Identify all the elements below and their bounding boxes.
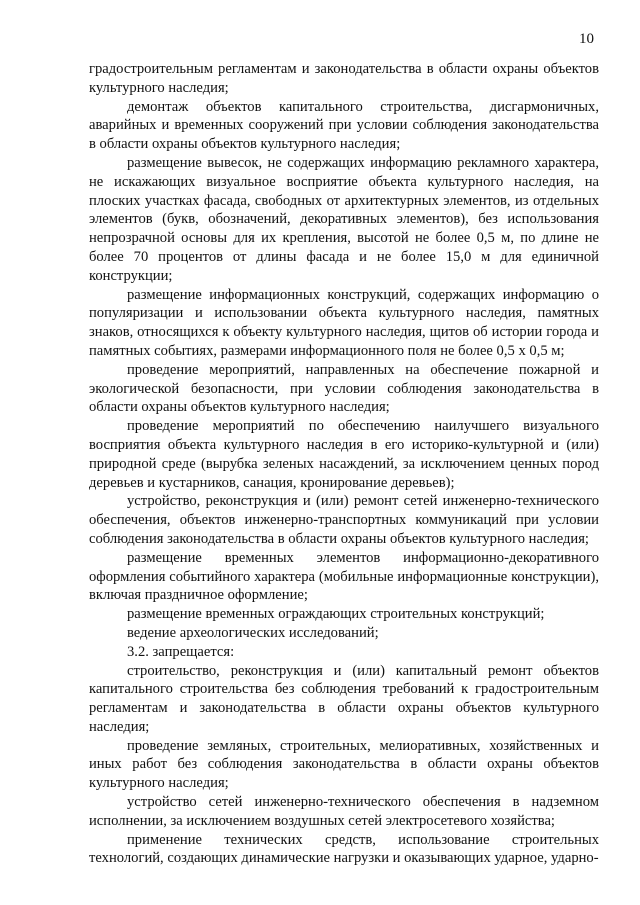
- paragraph-fire-safety: проведение мероприятий, направленных на обеспечение пожарной и экологической безопасности, при условии соблюдения законодательства в области охраны объектов культурного наследия;: [89, 361, 599, 416]
- paragraph-info-structures: размещение информационных конструкций, содержащих информацию о популяризации и использовании объекта культурного наследия, памятных знаков, относящихся к объекту культурного наследия, щитов об истории города и памятных событиях, размерами информационного поля не более 0,5 х 0,5 м;: [89, 286, 599, 359]
- paragraph-technical-means: применение технических средств, использование строительных технологий, создающих динамические нагрузки и оказывающих ударное, ударно-: [89, 831, 599, 867]
- paragraph-construction-prohibited: строительство, реконструкция и (или) капитальный ремонт объектов капитального строительства без соблюдения требований к градостроительным регламентам и законодательства в области охраны объектов культурного наследия;: [89, 662, 599, 735]
- paragraph-temporary-fencing: размещение временных ограждающих строительных конструкций;: [127, 606, 545, 623]
- page-number: 10: [579, 31, 594, 47]
- paragraph-temporary-decor: размещение временных элементов информационно-декоративного оформления событийного характера (мобильные информационные конструкции), включая праздничное оформление;: [89, 549, 599, 604]
- paragraph-overhead-networks: устройство сетей инженерно-технического обеспечения в надземном исполнении, за исключением воздушных сетей электросетевого хозяйства;: [89, 794, 599, 829]
- paragraph-visual-perception: проведение мероприятий по обеспечению наилучшего визуального восприятия объекта культурного наследия в его историко-культурной и (или) природной среде (вырубка зеленых насаждений, за исключением ценных пород деревьев и кустарников, санация, кронирование деревьев);: [89, 418, 599, 491]
- paragraph-earthworks-prohibited: проведение земляных, строительных, мелиоративных, хозяйственных и иных работ без соблюдения законодательства в области охраны объектов культурного наследия;: [89, 737, 599, 792]
- paragraph-continuation: градостроительным регламентам и законодательства в области охраны объектов культурного наследия;: [89, 61, 599, 96]
- paragraph-demolition: демонтаж объектов капитального строительства, дисгармоничных, аварийных и временных сооружений при условии соблюдения законодательства в области охраны объектов культурного наследия;: [89, 98, 599, 153]
- paragraph-signage: размещение вывесок, не содержащих информацию рекламного характера, не искажающих визуальное восприятие объекта культурного наследия, на плоских участках фасада, свободных от архитектурных элементов, из отдельных элементов (букв, обозначений, декоративных элементов), без использования непрозрачной основы для их крепления, высотой не более 0,5 м, по длине не более 70 процентов от длины фасада и не более 15,0 м для единичной конструкции;: [89, 154, 599, 284]
- paragraph-engineering-networks: устройство, реконструкция и (или) ремонт сетей инженерно-технического обеспечения, объектов инженерно-транспортных коммуникаций при условии соблюдения законодательства в области охраны объектов культурного наследия;: [89, 493, 599, 547]
- paragraph-archaeology: ведение археологических исследований;: [127, 624, 379, 641]
- document-body: [89, 60, 599, 868]
- section-heading-prohibited: 3.2. запрещается:: [127, 643, 235, 660]
